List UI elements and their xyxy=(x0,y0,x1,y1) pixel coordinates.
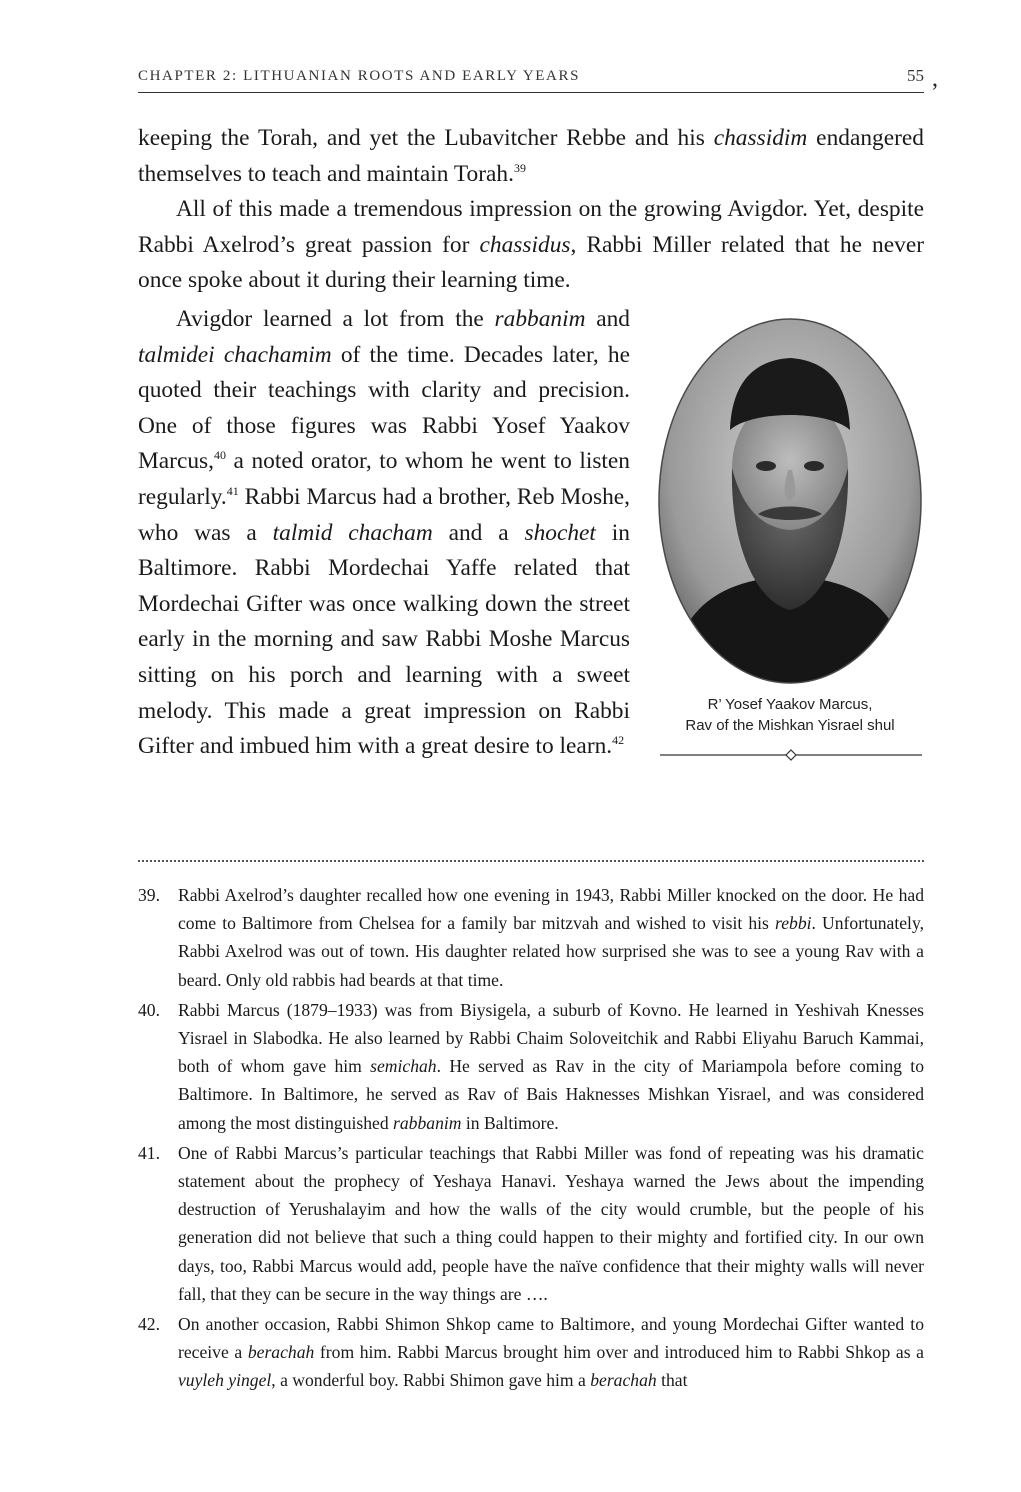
text-run: in Baltimore. Rabbi Mordechai Yaffe related that Mordechai Gifter was once walking down the street early in the morning and saw Rabbi Moshe Marcus sitting on his porch and learning with a sweet melody. This made a great impression on Rabbi Gifter and imbued him with a great desire to learn. xyxy=(138,519,630,760)
figure-caption xyxy=(630,694,950,736)
running-head: CHAPTER 2: LITHUANIAN ROOTS AND EARLY YEARS xyxy=(138,68,581,84)
footnote-number: 42. xyxy=(138,1314,160,1335)
text-run: On another occasion, Rabbi Shimon Shkop came to Baltimore, and young Mordechai Gifter wanted to receive a xyxy=(178,1314,924,1363)
text-run: that xyxy=(656,1370,688,1391)
footnote-text: One of Rabbi Marcus’s particular teachings that Rabbi Miller was fond of repeating was his dramatic statement about the prophecy of Yeshaya Hanavi. Yeshaya warned the Jews about the impending destruction of Yerushalayim and how the walls of the city would crumble, but the people of his generation did not believe that such a thing could happen to their mighty and fortified city. In our own days, too, Rabbi Marcus would add, people have the naïve confidence that their mighty walls will never fall, that they can be secure in the way things are …. xyxy=(178,1142,924,1304)
text-run: keeping the Torah, and yet the Lubavitcher Rebbe and his xyxy=(138,125,714,151)
footnote-text xyxy=(178,881,924,994)
body-text-wide xyxy=(138,121,924,299)
text-run: and a xyxy=(432,519,525,546)
portrait-photo xyxy=(658,318,922,684)
page-header xyxy=(138,64,924,93)
text-run: Rabbi Axelrod’s daughter recalled how one evening in 1943, Rabbi Miller knocked on the door. He had come to Baltimore from Chelsea for a family bar mitzvah and wished to visit his xyxy=(178,885,924,934)
page-number: 55 xyxy=(907,66,924,85)
corner-mark: , xyxy=(932,66,938,92)
footnote-41 xyxy=(138,1139,924,1308)
text-run: Avigdor learned a lot from the xyxy=(176,306,495,332)
paragraph-1 xyxy=(138,121,924,192)
footnote-ref[interactable]: 39 xyxy=(513,160,526,175)
italic-term: berachah xyxy=(247,1342,315,1363)
caption-rule-ornament xyxy=(660,748,922,762)
text-run: and xyxy=(585,306,630,332)
italic-term: rabbanim xyxy=(494,306,586,332)
text-run: endangered themselves to teach and maintain Torah. xyxy=(138,125,924,187)
italic-term: chassidus xyxy=(479,231,571,258)
text-run: a noted orator, to whom he went to listen regularly. xyxy=(138,448,630,510)
caption-line: R’ Yosef Yaakov Marcus, xyxy=(707,696,873,713)
text-run: in Baltimore. xyxy=(461,1112,559,1133)
footnote-ref[interactable]: 42 xyxy=(612,733,625,748)
italic-term: talmid chacham xyxy=(272,519,433,546)
paragraph-3 xyxy=(138,302,630,765)
footnote-text xyxy=(178,996,924,1137)
portrait-image xyxy=(658,318,922,684)
caption-line: Rav of the Mishkan Yisrael shul xyxy=(685,717,895,734)
footnote-39 xyxy=(138,881,924,994)
italic-term: vuyleh yingel xyxy=(178,1370,272,1391)
italic-term: berachah xyxy=(590,1370,657,1391)
text-run: Rabbi Marcus had a brother, Reb Moshe, who was a xyxy=(138,483,630,546)
text-run: , Rabbi Miller related that he never once spoke about it during their learning time. xyxy=(138,231,924,294)
body-text-column xyxy=(138,302,630,765)
text-run: Rabbi Marcus (1879–1933) was from Biysigela, a suburb of Kovno. He learned in Yeshivah Knesses Yisrael in Slabodka. He also learned by Rabbi Chaim Soloveitchik and Rabbi Eliyahu Baruch Kammai, both of whom gave him xyxy=(178,999,924,1077)
footnote-text xyxy=(178,1310,924,1395)
footnote-number: 40. xyxy=(138,999,160,1020)
text-run: . He served as Rav in the city of Mariampola before coming to Baltimore. In Baltimore, he served as Rav of Bais Haknesses Mishkan Yisrael, and was considered among the most distinguished xyxy=(178,1056,924,1133)
text-run: . Unfortunately, Rabbi Axelrod was out of town. His daughter related how surprised she was to see a young Rav with a beard. Only old rabbis had beards at that time. xyxy=(178,913,924,990)
text-run: of the time. Decades later, he quoted their teachings with clarity and precision. One of those figures was Rabbi Yosef Yaakov Marcus, xyxy=(138,341,630,475)
footnote-ref[interactable]: 40 xyxy=(214,448,226,463)
footnote-ref[interactable]: 41 xyxy=(226,483,239,498)
paragraph-2 xyxy=(138,192,924,299)
italic-term: rebbi xyxy=(775,913,812,934)
footnote-40 xyxy=(138,996,924,1137)
footnotes xyxy=(138,881,924,1397)
italic-term: talmidei chachamim xyxy=(138,341,332,368)
italic-term: chassidim xyxy=(713,125,808,151)
italic-term: shochet xyxy=(524,519,596,546)
footnote-42 xyxy=(138,1310,924,1395)
text-run: All of this made a tremendous impression on the growing Avigdor. Yet, despite Rabbi Axelrod’s great passion for xyxy=(138,196,924,258)
italic-term: semichah xyxy=(370,1056,437,1077)
footnote-number: 41. xyxy=(138,1142,160,1163)
footnote-number: 39. xyxy=(138,885,160,905)
footnote-divider xyxy=(138,860,924,862)
italic-term: rabbanim xyxy=(393,1112,462,1133)
text-run: , a wonderful boy. Rabbi Shimon gave him a xyxy=(271,1370,591,1391)
text-run: from him. Rabbi Marcus brought him over and introduced him to Rabbi Shkop as a xyxy=(314,1342,924,1363)
